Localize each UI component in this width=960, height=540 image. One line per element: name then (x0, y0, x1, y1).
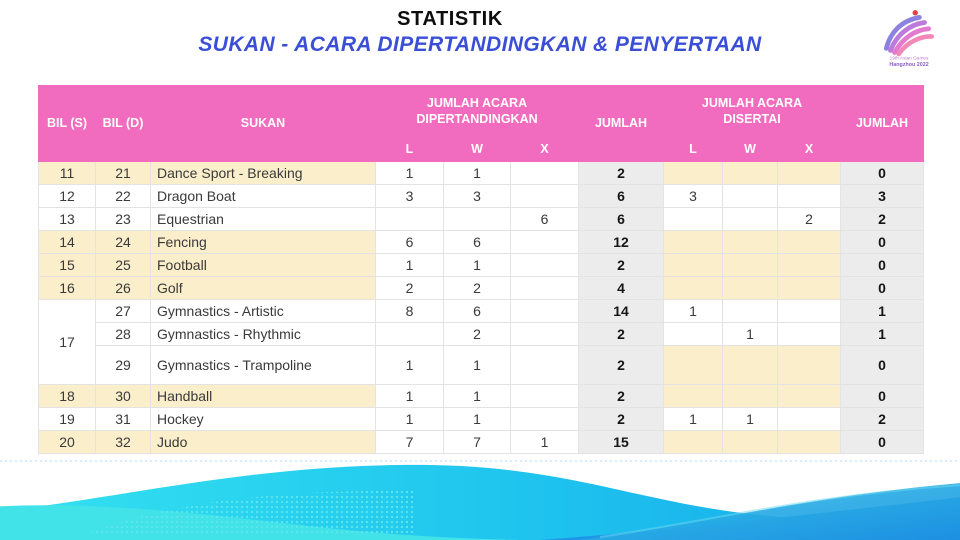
cell-jumlah-disertai: 0 (841, 162, 924, 185)
cell-disertai-l (664, 162, 723, 185)
cell-disertai-w: 1 (723, 323, 778, 346)
cell-sukan: Handball (151, 385, 376, 408)
cell-disertai-l (664, 277, 723, 300)
cell-sukan: Fencing (151, 231, 376, 254)
cell-jumlah-dipertandingkan: 2 (579, 162, 664, 185)
cell-dipertandingkan-x (511, 323, 579, 346)
logo-fan-icon (886, 17, 931, 54)
cell-disertai-x (778, 231, 841, 254)
cell-jumlah-disertai: 0 (841, 346, 924, 385)
logo-text-line2: Hangzhou 2022 (889, 61, 929, 68)
cell-bil-d: 29 (96, 346, 151, 385)
cell-disertai-w (723, 162, 778, 185)
cell-dipertandingkan-x (511, 254, 579, 277)
group2-line2: DISERTAI (723, 111, 781, 126)
cell-bil-s: 16 (39, 277, 96, 300)
group1-line2: DIPERTANDINGKAN (416, 111, 538, 126)
page-subtitle: SUKAN - ACARA DIPERTANDINGKAN & PENYERTAAN (198, 33, 762, 56)
asian-games-logo-icon (876, 6, 940, 68)
cell-dipertandingkan-l: 2 (376, 277, 444, 300)
cell-bil-d: 22 (96, 185, 151, 208)
statistics-table (38, 85, 924, 454)
cell-jumlah-dipertandingkan: 4 (579, 277, 664, 300)
cell-disertai-w (723, 231, 778, 254)
cell-dipertandingkan-l: 1 (376, 254, 444, 277)
cell-bil-d: 32 (96, 431, 151, 454)
cell-jumlah-disertai: 2 (841, 408, 924, 431)
col-header-group-disertai (664, 86, 841, 138)
cell-bil-d: 24 (96, 231, 151, 254)
table-row (39, 277, 924, 300)
cell-disertai-w (723, 346, 778, 385)
cell-disertai-w (723, 208, 778, 231)
cell-dipertandingkan-l: 3 (376, 185, 444, 208)
cell-disertai-w (723, 185, 778, 208)
cell-jumlah-dipertandingkan: 2 (579, 323, 664, 346)
cell-disertai-x (778, 431, 841, 454)
cell-disertai-w (723, 254, 778, 277)
cell-disertai-x (778, 385, 841, 408)
cell-disertai-w (723, 277, 778, 300)
group2-line1: JUMLAH ACARA (701, 95, 803, 110)
cell-bil-s: 17 (39, 300, 96, 385)
cell-bil-d: 26 (96, 277, 151, 300)
cell-disertai-w (723, 300, 778, 323)
col-header-bil-s: BIL (S) (39, 86, 96, 162)
cell-dipertandingkan-w: 6 (444, 231, 511, 254)
cell-jumlah-dipertandingkan: 15 (579, 431, 664, 454)
cell-dipertandingkan-w: 7 (444, 431, 511, 454)
table-row (39, 408, 924, 431)
table-row (39, 162, 924, 185)
cell-disertai-l: 1 (664, 300, 723, 323)
cell-jumlah-disertai: 0 (841, 385, 924, 408)
cell-disertai-w (723, 431, 778, 454)
subcol-header-w2: W (723, 138, 778, 162)
cell-dipertandingkan-w: 1 (444, 385, 511, 408)
cell-disertai-x (778, 254, 841, 277)
cell-disertai-x: 2 (778, 208, 841, 231)
table-row (39, 208, 924, 231)
table-row (39, 323, 924, 346)
cell-disertai-x (778, 346, 841, 385)
cell-sukan: Gymnastics - Trampoline (151, 346, 376, 385)
subcol-header-l1: L (376, 138, 444, 162)
cell-sukan: Football (151, 254, 376, 277)
col-header-bil-d: BIL (D) (96, 86, 151, 162)
page-title: STATISTIK (397, 8, 503, 30)
cell-dipertandingkan-x (511, 346, 579, 385)
cell-dipertandingkan-l (376, 208, 444, 231)
cell-bil-s: 13 (39, 208, 96, 231)
cell-dipertandingkan-w: 6 (444, 300, 511, 323)
cell-bil-s: 18 (39, 385, 96, 408)
cell-jumlah-dipertandingkan: 14 (579, 300, 664, 323)
cell-dipertandingkan-l: 1 (376, 162, 444, 185)
cell-bil-d: 30 (96, 385, 151, 408)
cell-disertai-l (664, 231, 723, 254)
cell-sukan: Dragon Boat (151, 185, 376, 208)
cell-disertai-w (723, 385, 778, 408)
logo-sun-dot-icon (913, 10, 918, 15)
cell-jumlah-disertai: 0 (841, 277, 924, 300)
wave-footer-decoration (0, 455, 960, 540)
cell-disertai-x (778, 185, 841, 208)
cell-jumlah-dipertandingkan: 2 (579, 408, 664, 431)
cell-jumlah-disertai: 1 (841, 323, 924, 346)
cell-dipertandingkan-w: 2 (444, 323, 511, 346)
cell-disertai-w: 1 (723, 408, 778, 431)
cell-bil-s: 19 (39, 408, 96, 431)
cell-dipertandingkan-w: 2 (444, 277, 511, 300)
cell-dipertandingkan-x (511, 231, 579, 254)
cell-disertai-l (664, 254, 723, 277)
cell-dipertandingkan-x: 1 (511, 431, 579, 454)
col-header-jumlah-1: JUMLAH (579, 86, 664, 162)
cell-dipertandingkan-x: 6 (511, 208, 579, 231)
cell-dipertandingkan-x (511, 385, 579, 408)
cell-dipertandingkan-w: 1 (444, 162, 511, 185)
cell-bil-s: 11 (39, 162, 96, 185)
cell-disertai-l (664, 208, 723, 231)
cell-bil-d: 31 (96, 408, 151, 431)
cell-disertai-l (664, 431, 723, 454)
cell-disertai-x (778, 408, 841, 431)
cell-disertai-x (778, 162, 841, 185)
cell-bil-d: 28 (96, 323, 151, 346)
table-body (39, 162, 924, 454)
cell-dipertandingkan-l: 8 (376, 300, 444, 323)
cell-jumlah-disertai: 0 (841, 431, 924, 454)
cell-sukan: Dance Sport - Breaking (151, 162, 376, 185)
cell-bil-d: 27 (96, 300, 151, 323)
cell-dipertandingkan-x (511, 162, 579, 185)
cell-bil-s: 14 (39, 231, 96, 254)
cell-bil-d: 25 (96, 254, 151, 277)
cell-disertai-x (778, 323, 841, 346)
cell-bil-d: 23 (96, 208, 151, 231)
cell-jumlah-dipertandingkan: 2 (579, 346, 664, 385)
table-row (39, 185, 924, 208)
cell-jumlah-disertai: 1 (841, 300, 924, 323)
cell-dipertandingkan-l: 7 (376, 431, 444, 454)
cell-dipertandingkan-w: 1 (444, 346, 511, 385)
cell-jumlah-dipertandingkan: 6 (579, 185, 664, 208)
cell-dipertandingkan-w: 1 (444, 408, 511, 431)
table-row (39, 300, 924, 323)
cell-bil-d: 21 (96, 162, 151, 185)
logo-text-line1: 19th Asian Games (889, 56, 929, 62)
cell-sukan: Equestrian (151, 208, 376, 231)
subcol-header-x1: X (511, 138, 579, 162)
cell-bil-s: 12 (39, 185, 96, 208)
cell-jumlah-disertai: 0 (841, 254, 924, 277)
group1-line1: JUMLAH ACARA (426, 95, 528, 110)
table-row (39, 231, 924, 254)
table-row (39, 431, 924, 454)
cell-disertai-l: 3 (664, 185, 723, 208)
subcol-header-l2: L (664, 138, 723, 162)
col-header-group-dipertandingkan (376, 86, 579, 138)
cell-jumlah-disertai: 0 (841, 231, 924, 254)
cell-disertai-l (664, 346, 723, 385)
cell-dipertandingkan-l: 1 (376, 346, 444, 385)
table-row (39, 254, 924, 277)
table-header (39, 86, 924, 162)
cell-sukan: Gymnastics - Artistic (151, 300, 376, 323)
cell-disertai-l (664, 385, 723, 408)
cell-disertai-x (778, 300, 841, 323)
cell-sukan: Gymnastics - Rhythmic (151, 323, 376, 346)
cell-disertai-l: 1 (664, 408, 723, 431)
cell-dipertandingkan-l: 6 (376, 231, 444, 254)
cell-disertai-x (778, 277, 841, 300)
cell-dipertandingkan-x (511, 300, 579, 323)
cell-jumlah-disertai: 3 (841, 185, 924, 208)
subcol-header-w1: W (444, 138, 511, 162)
cell-disertai-l (664, 323, 723, 346)
cell-dipertandingkan-w: 1 (444, 254, 511, 277)
cell-jumlah-disertai: 2 (841, 208, 924, 231)
cell-sukan: Golf (151, 277, 376, 300)
cell-jumlah-dipertandingkan: 2 (579, 254, 664, 277)
col-header-sukan: SUKAN (151, 86, 376, 162)
subcol-header-x2: X (778, 138, 841, 162)
cell-jumlah-dipertandingkan: 12 (579, 231, 664, 254)
cell-bil-s: 20 (39, 431, 96, 454)
cell-bil-s: 15 (39, 254, 96, 277)
cell-sukan: Hockey (151, 408, 376, 431)
cell-jumlah-dipertandingkan: 2 (579, 385, 664, 408)
table-row (39, 346, 924, 385)
cell-jumlah-dipertandingkan: 6 (579, 208, 664, 231)
cell-dipertandingkan-l: 1 (376, 408, 444, 431)
table-row (39, 385, 924, 408)
cell-dipertandingkan-w: 3 (444, 185, 511, 208)
cell-sukan: Judo (151, 431, 376, 454)
col-header-jumlah-2: JUMLAH (841, 86, 924, 162)
cell-dipertandingkan-w (444, 208, 511, 231)
cell-dipertandingkan-l (376, 323, 444, 346)
cell-dipertandingkan-x (511, 185, 579, 208)
cell-dipertandingkan-x (511, 277, 579, 300)
cell-dipertandingkan-l: 1 (376, 385, 444, 408)
cell-dipertandingkan-x (511, 408, 579, 431)
